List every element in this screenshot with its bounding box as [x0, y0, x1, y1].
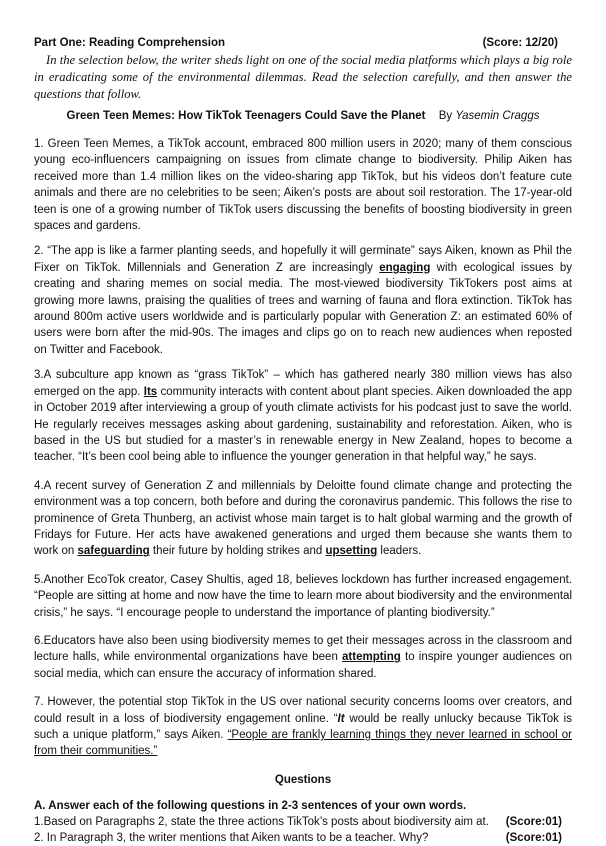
paragraph-3: [34, 367, 572, 465]
highlighted-word-engaging: engaging: [379, 261, 431, 274]
question-2-text: 2. In Paragraph 3, the writer mentions that Aiken wants to be a teacher. Why?: [34, 831, 429, 844]
article-title-row: [34, 108, 572, 124]
author-name: Yasemin Craggs: [455, 110, 540, 122]
highlighted-word-safeguarding: safeguarding: [77, 545, 150, 558]
score-label: (Score: 12/20): [482, 37, 558, 49]
paragraph-2: [34, 243, 572, 358]
paragraph-4: [34, 478, 572, 560]
p7-text-c: would be really unlucky because TikTok is such a unique platform,” says Aiken.: [34, 712, 572, 741]
question-1-score: (Score:01): [505, 815, 562, 828]
underlined-quote: “People are frankly learning things they never learned in school or from their communities.”: [34, 729, 572, 758]
article-title: Green Teen Memes: How TikTok Teenagers Could Save the Planet: [66, 110, 426, 122]
p2-text-a: 2. “The app is like a farmer planting seeds, and hopefully it will germinate” says Aiken, known as Phil the Fixer on TikTok. Millennials and Generation Z are increasingly: [34, 245, 572, 274]
byline-label: By: [438, 110, 453, 122]
p6-text-a: 6.Educators have also been using biodiversity memes to get their messages across in the classroom and lecture halls, while environmental organizations have been: [34, 634, 572, 664]
p3-text-a: 3.A subculture app known as “grass TikTok” – which has gathered nearly 380 million views has also emerged on the app.: [34, 369, 572, 398]
question-1-text: 1.Based on Paragraphs 2, state the three actions TikTok’s posts about biodiversity aim at.: [34, 815, 489, 828]
section-a-instruction: A. Answer each of the following questions in 2-3 sentences of your own words.: [34, 799, 467, 812]
worksheet-page: [34, 36, 572, 846]
intro-text: In the selection below, the writer sheds light on one of the social media platforms which plays a big role in eradicating some of the environmental dilemmas. Read the selection carefully, and then answer the questions that follow.: [34, 53, 572, 101]
highlighted-word-it: It: [337, 712, 345, 725]
questions-heading: Questions: [274, 773, 332, 786]
paragraph-5: 5.Another EcoTok creator, Casey Shultis, aged 18, believes lockdown has further increased engagement. “People are sitting at home and now have the time to learn more about biodiversity and the environmental crisis,” he says. “I encourage people to understand the importance of planting biodiversity.”: [34, 573, 572, 619]
question-2-score: (Score:01): [505, 831, 562, 844]
p4-text-e: leaders.: [377, 545, 422, 558]
question-2: [34, 830, 572, 846]
paragraph-1: 1. Green Teen Memes, a TikTok account, embraced 800 million users in 2020; many of them conscious young eco-influencers campaigning on issues from climate change to biodiversity. Philip Aiken has received more than 1.4 million likes on the video-sharing app TikTok, but his videos don’t feature cute animals and there are no celebrities to be seen; Aiken’s posts are about soil restoration. The 17-year-old teen is one of a growing number of TikTok users discussing the benefits of boosting biodiversity in green spaces and gardens.: [34, 138, 572, 233]
highlighted-word-upsetting: upsetting: [325, 545, 378, 558]
paragraph-6: [34, 633, 572, 682]
paragraph-7: [34, 694, 572, 760]
highlighted-word-attempting: attempting: [342, 651, 401, 664]
highlighted-word-its: Its: [143, 385, 158, 398]
p6-text-c: to inspire younger audiences on social media, which can ensure the accuracy of information shared.: [34, 651, 572, 680]
p2-text-c: with ecological issues by creating and sharing memes on social media. The most-viewed biodiversity TikTokers post aims at growing more lawns, praising the qualities of trees and warning of fauna and flora extinction. TikTok has around 800m active users worldwide and is particularly popular with Generation Z: an estimated 60% of users were born after the mid-90s. The images and clips go on to reach new audiences when reposted on Twitter and Facebook.: [34, 261, 573, 356]
part-header: [34, 36, 572, 51]
p4-text-c: their future by holding strikes and: [149, 545, 326, 558]
p7-text-a: 7. However, the potential stop TikTok in the US over national security concerns looms over creators, and could result in a loss of biodiversity engagement online. “: [34, 696, 572, 725]
p4-text-a: 4.A recent survey of Generation Z and millennials by Deloitte found climate change and protecting the environment was a top concern, both before and during the coronavirus pandemic. This follows the rise to prominence of Greta Thunberg, an activist whose main target is to halt global warming and the growth of Fridays for Future. Her acts have awakened generations and urged them because she wants them to work on: [34, 479, 572, 558]
part-label: Part One: Reading Comprehension: [34, 37, 226, 49]
p3-text-c: community interacts with content about plant species. Aiken downloaded the app in October 2019 after interviewing a group of youth climate activists for his podcast just to save the world. He regularly receives messages asking about gardening, sustainability and reforestation. Aiken, who is based in the US but studied for a master’s in renewable energy in New Zealand, hopes to become a teacher. “It’s been cool being able to influence the younger generation in that helpful way,” he says.: [34, 385, 572, 464]
question-1: [34, 814, 572, 830]
